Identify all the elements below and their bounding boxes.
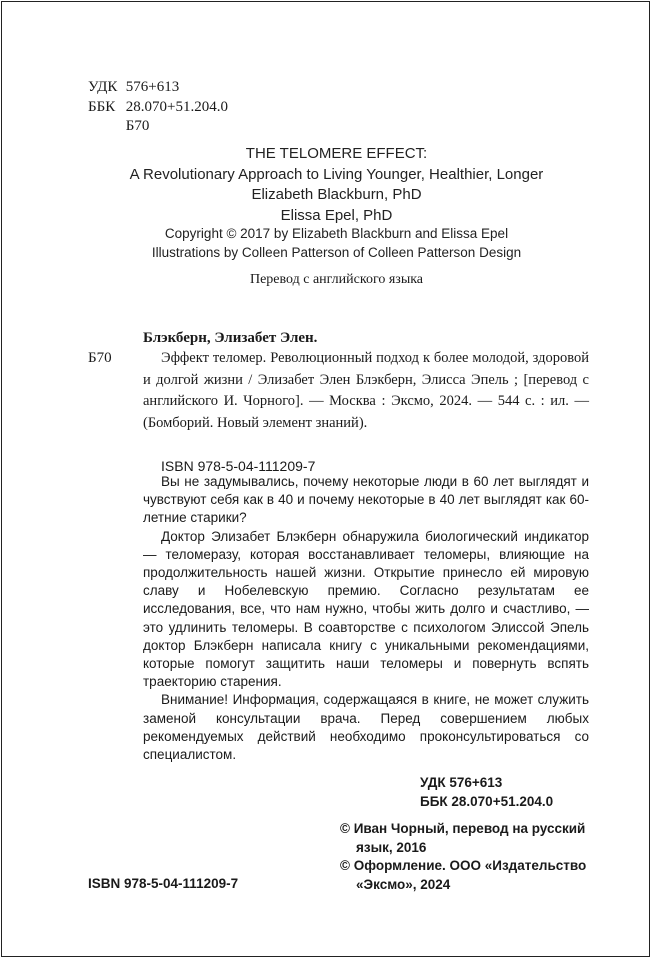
udk-row — [88, 78, 228, 98]
original-author-1: Elizabeth Blackburn, PhD — [251, 186, 422, 203]
bbk-label: ББК — [88, 98, 116, 115]
translation-note: Перевод с английского языка — [249, 272, 424, 287]
bibliographic-isbn: ISBN 978-5-04-111209-7 — [161, 458, 316, 474]
translation-copyright: © Иван Чорный, перевод на русский язык, 2016 — [340, 821, 586, 855]
annotation-block — [143, 473, 589, 764]
bottom-isbn: ISBN 978-5-04-111209-7 — [88, 876, 239, 891]
bibliographic-code: Б70 — [88, 350, 112, 366]
bibliographic-author-heading: Блэкберн, Элизабет Элен. — [143, 330, 318, 346]
udk-value: 576+613 — [125, 79, 180, 95]
original-copyright-block — [60, 224, 613, 262]
bbk-row — [88, 98, 228, 118]
author-mark: Б70 — [125, 118, 150, 134]
copyright-line-2: Illustrations by Colleen Patterson of Colleen Patterson Design — [151, 245, 522, 260]
udk-label: УДК — [88, 79, 118, 95]
annotation-paragraph: Внимание! Информация, содержащаяся в книге, не может служить заменой консультации врача. Перед совершением любых рекомендуемых действий необходимо проконсультироваться со специалистом. — [143, 692, 589, 763]
bbk-value: 28.070+51.204.0 — [125, 98, 228, 115]
design-copyright: © Оформление. ООО «Издательство «Эксмо», 2024 — [340, 858, 587, 892]
original-title: THE TELOMERE EFFECT: — [245, 145, 428, 162]
bottom-classification — [420, 774, 553, 811]
author-mark-row — [88, 117, 228, 137]
original-edition-block — [60, 144, 613, 226]
bottom-bbk: ББК 28.070+51.204.0 — [420, 793, 554, 809]
copyright-line-1: Copyright © 2017 by Elizabeth Blackburn and Elissa Epel — [164, 226, 509, 241]
annotation-paragraph: Доктор Элизабет Блэкберн обнаружила биологический индикатор — теломеразу, которая восстанавливает теломеры, влияющие на продолжительность нашей жизни. Открытие принесло ей мировую славу и Нобелевскую премию. Согласно результатам ее исследования, все, что нам нужно, чтобы жить долго и счастливо, — это удлинить теломеры. В соавторстве с психологом Элиссой Эпель доктор Блэкберн написала книгу с уникальными рекомендациями, которые помогут защитить наши теломеры и повернуть вспять траекторию старения. — [143, 528, 589, 690]
russian-copyright-block — [340, 820, 600, 894]
original-author-2: Elissa Epel, PhD — [280, 206, 393, 224]
bibliographic-description: Эффект теломер. Революционный подход к более молодой, здоровой и долгой жизни / Элизабет Элен Блэкберн, Элисса Эпель ; [перевод с английского И. Чорного]. — Москва : Эксмо, 2024. — 544 с. : ил. — (Бомборий. Новый элемент знаний). — [143, 350, 589, 431]
original-subtitle: A Revolutionary Approach to Living Younger, Healthier, Longer — [129, 165, 544, 183]
annotation-paragraph: Вы не задумывались, почему некоторые люди в 60 лет выглядят и чувствуют себя как в 40 и почему некоторые в 40 лет выглядят как 60-летние старики? — [143, 474, 589, 526]
classification-block — [88, 78, 228, 137]
bottom-udk: УДК 576+613 — [420, 775, 503, 790]
